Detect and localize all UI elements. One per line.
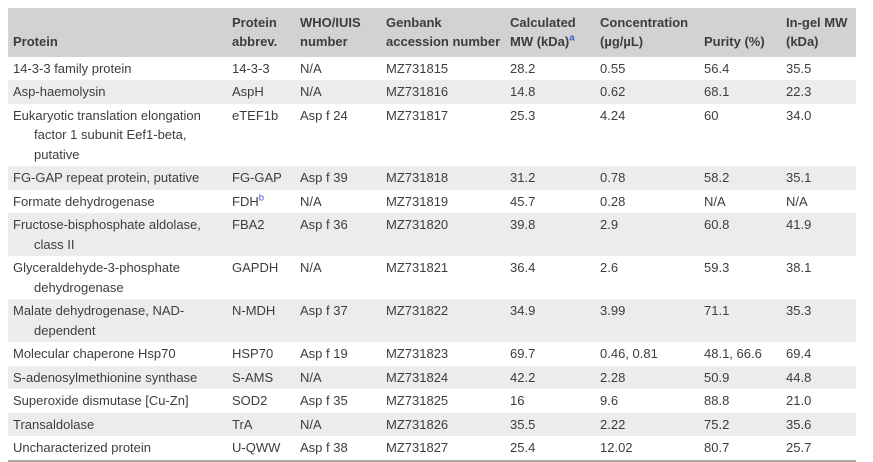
protein-abbrev: FG-GAP bbox=[232, 170, 282, 186]
cell-protein bbox=[8, 80, 232, 104]
cell-genbank bbox=[386, 413, 510, 437]
purity-value: 56.4 bbox=[704, 60, 730, 76]
calculated-mw: 35.5 bbox=[510, 416, 536, 432]
protein-abbrev: GAPDH bbox=[232, 260, 279, 276]
col-header-abbrev bbox=[232, 8, 300, 57]
cell-genbank bbox=[386, 104, 510, 167]
cell-purity bbox=[704, 57, 786, 81]
table-row bbox=[8, 389, 856, 413]
cell-concentration bbox=[600, 366, 704, 390]
protein-characterization-table bbox=[8, 8, 856, 462]
protein-name: Superoxide dismutase [Cu-Zn] bbox=[13, 393, 189, 409]
cell-who-iuis bbox=[300, 389, 386, 413]
table-row bbox=[8, 213, 856, 256]
cell-abbrev bbox=[232, 366, 300, 390]
cell-protein bbox=[8, 366, 232, 390]
col-header-label: Calculated MW (kDa) bbox=[510, 15, 576, 49]
cell-genbank bbox=[386, 436, 510, 461]
cell-calc-mw bbox=[510, 190, 600, 214]
cell-purity bbox=[704, 299, 786, 342]
cell-genbank bbox=[386, 342, 510, 366]
cell-genbank bbox=[386, 389, 510, 413]
protein-name: Molecular chaperone Hsp70 bbox=[13, 346, 176, 362]
cell-genbank bbox=[386, 166, 510, 190]
cell-ingel-mw bbox=[786, 166, 856, 190]
ingel-mw: 21.0 bbox=[786, 393, 812, 409]
who-iuis-number: N/A bbox=[300, 416, 322, 432]
cell-protein bbox=[8, 256, 232, 299]
col-header-label: In-gel MW (kDa) bbox=[786, 15, 848, 49]
cell-who-iuis bbox=[300, 166, 386, 190]
cell-ingel-mw bbox=[786, 436, 856, 461]
cell-purity bbox=[704, 80, 786, 104]
protein-abbrev: FDH bbox=[232, 193, 259, 209]
cell-concentration bbox=[600, 57, 704, 81]
genbank-accession: MZ731816 bbox=[386, 84, 449, 100]
protein-name: 14-3-3 family protein bbox=[13, 60, 132, 76]
table-row bbox=[8, 80, 856, 104]
ingel-mw: N/A bbox=[786, 193, 808, 209]
purity-value: N/A bbox=[704, 193, 726, 209]
cell-ingel-mw bbox=[786, 366, 856, 390]
cell-concentration bbox=[600, 80, 704, 104]
ingel-mw: 22.3 bbox=[786, 84, 812, 100]
cell-concentration bbox=[600, 213, 704, 256]
who-iuis-number: Asp f 36 bbox=[300, 217, 348, 233]
ingel-mw: 35.5 bbox=[786, 60, 812, 76]
purity-value: 50.9 bbox=[704, 369, 730, 385]
concentration-value: 0.78 bbox=[600, 170, 626, 186]
concentration-value: 2.6 bbox=[600, 260, 619, 276]
cell-abbrev bbox=[232, 104, 300, 167]
cell-calc-mw bbox=[510, 413, 600, 437]
calculated-mw: 45.7 bbox=[510, 193, 536, 209]
genbank-accession: MZ731818 bbox=[386, 170, 449, 186]
genbank-accession: MZ731823 bbox=[386, 346, 449, 362]
protein-name: Asp-haemolysin bbox=[13, 84, 106, 100]
cell-abbrev bbox=[232, 166, 300, 190]
concentration-value: 2.22 bbox=[600, 416, 626, 432]
calculated-mw: 14.8 bbox=[510, 84, 536, 100]
protein-abbrev: FBA2 bbox=[232, 217, 265, 233]
purity-value: 60.8 bbox=[704, 217, 730, 233]
calculated-mw: 25.4 bbox=[510, 440, 536, 456]
concentration-value: 2.9 bbox=[600, 217, 619, 233]
cell-concentration bbox=[600, 166, 704, 190]
cell-ingel-mw bbox=[786, 190, 856, 214]
purity-value: 88.8 bbox=[704, 393, 730, 409]
table-row bbox=[8, 104, 856, 167]
genbank-accession: MZ731825 bbox=[386, 393, 449, 409]
table-row bbox=[8, 299, 856, 342]
who-iuis-number: Asp f 38 bbox=[300, 440, 348, 456]
protein-abbrev: AspH bbox=[232, 84, 264, 100]
cell-abbrev bbox=[232, 299, 300, 342]
col-header-label: Genbank accession number bbox=[386, 15, 501, 49]
cell-purity bbox=[704, 104, 786, 167]
purity-value: 68.1 bbox=[704, 84, 730, 100]
col-header-purity bbox=[704, 8, 786, 57]
abbrev-superscript: b bbox=[258, 192, 265, 204]
purity-value: 60 bbox=[704, 107, 719, 123]
cell-ingel-mw bbox=[786, 342, 856, 366]
cell-who-iuis bbox=[300, 213, 386, 256]
protein-abbrev: eTEF1b bbox=[232, 107, 279, 123]
purity-value: 75.2 bbox=[704, 416, 730, 432]
cell-concentration bbox=[600, 299, 704, 342]
cell-ingel-mw bbox=[786, 389, 856, 413]
cell-protein bbox=[8, 436, 232, 461]
ingel-mw: 69.4 bbox=[786, 346, 812, 362]
col-header-calc-mw bbox=[510, 8, 600, 57]
cell-protein bbox=[8, 413, 232, 437]
cell-protein bbox=[8, 342, 232, 366]
col-header-protein bbox=[8, 8, 232, 57]
calculated-mw: 31.2 bbox=[510, 170, 536, 186]
cell-abbrev bbox=[232, 256, 300, 299]
table-row bbox=[8, 57, 856, 81]
cell-ingel-mw bbox=[786, 299, 856, 342]
genbank-accession: MZ731817 bbox=[386, 107, 449, 123]
concentration-value: 12.02 bbox=[600, 440, 633, 456]
cell-who-iuis bbox=[300, 366, 386, 390]
cell-abbrev bbox=[232, 80, 300, 104]
cell-concentration bbox=[600, 104, 704, 167]
calculated-mw: 69.7 bbox=[510, 346, 536, 362]
protein-name: Uncharacterized protein bbox=[13, 440, 152, 456]
cell-purity bbox=[704, 342, 786, 366]
protein-name: Glyceraldehyde-3-phosphate dehydrogenase bbox=[13, 260, 180, 295]
calculated-mw: 36.4 bbox=[510, 260, 536, 276]
cell-protein bbox=[8, 57, 232, 81]
genbank-accession: MZ731824 bbox=[386, 369, 449, 385]
genbank-accession: MZ731826 bbox=[386, 416, 449, 432]
table-row bbox=[8, 366, 856, 390]
who-iuis-number: N/A bbox=[300, 60, 322, 76]
col-header-ingel-mw bbox=[786, 8, 856, 57]
cell-who-iuis bbox=[300, 57, 386, 81]
cell-concentration bbox=[600, 190, 704, 214]
ingel-mw: 38.1 bbox=[786, 260, 812, 276]
cell-abbrev bbox=[232, 413, 300, 437]
cell-calc-mw bbox=[510, 366, 600, 390]
cell-purity bbox=[704, 413, 786, 437]
table-row bbox=[8, 256, 856, 299]
cell-genbank bbox=[386, 190, 510, 214]
col-header-label: WHO/IUIS number bbox=[300, 15, 361, 49]
cell-calc-mw bbox=[510, 389, 600, 413]
genbank-accession: MZ731819 bbox=[386, 193, 449, 209]
genbank-accession: MZ731822 bbox=[386, 303, 449, 319]
cell-calc-mw bbox=[510, 213, 600, 256]
cell-who-iuis bbox=[300, 104, 386, 167]
cell-calc-mw bbox=[510, 256, 600, 299]
who-iuis-number: Asp f 35 bbox=[300, 393, 348, 409]
purity-value: 48.1, 66.6 bbox=[704, 346, 762, 362]
cell-calc-mw bbox=[510, 166, 600, 190]
col-header-label: Purity (%) bbox=[704, 33, 765, 49]
protein-abbrev: TrA bbox=[232, 416, 253, 432]
calculated-mw: 25.3 bbox=[510, 107, 536, 123]
protein-abbrev: SOD2 bbox=[232, 393, 268, 409]
cell-abbrev bbox=[232, 190, 300, 214]
cell-abbrev bbox=[232, 342, 300, 366]
protein-name: S-adenosylmethionine synthase bbox=[13, 369, 198, 385]
cell-genbank bbox=[386, 213, 510, 256]
cell-protein bbox=[8, 389, 232, 413]
who-iuis-number: N/A bbox=[300, 260, 322, 276]
genbank-accession: MZ731815 bbox=[386, 60, 449, 76]
ingel-mw: 25.7 bbox=[786, 440, 812, 456]
calculated-mw: 16 bbox=[510, 393, 525, 409]
cell-purity bbox=[704, 436, 786, 461]
table-header bbox=[8, 8, 856, 57]
cell-abbrev bbox=[232, 389, 300, 413]
ingel-mw: 35.6 bbox=[786, 416, 812, 432]
cell-ingel-mw bbox=[786, 413, 856, 437]
who-iuis-number: N/A bbox=[300, 193, 322, 209]
genbank-accession: MZ731827 bbox=[386, 440, 449, 456]
cell-who-iuis bbox=[300, 299, 386, 342]
purity-value: 80.7 bbox=[704, 440, 730, 456]
calculated-mw: 42.2 bbox=[510, 369, 536, 385]
calculated-mw: 28.2 bbox=[510, 60, 536, 76]
cell-ingel-mw bbox=[786, 57, 856, 81]
cell-protein bbox=[8, 213, 232, 256]
cell-genbank bbox=[386, 366, 510, 390]
concentration-value: 4.24 bbox=[600, 107, 626, 123]
cell-concentration bbox=[600, 413, 704, 437]
table-row bbox=[8, 436, 856, 461]
cell-concentration bbox=[600, 436, 704, 461]
protein-abbrev: N-MDH bbox=[232, 303, 276, 319]
protein-abbrev: 14-3-3 bbox=[232, 60, 270, 76]
cell-genbank bbox=[386, 57, 510, 81]
who-iuis-number: Asp f 39 bbox=[300, 170, 348, 186]
cell-who-iuis bbox=[300, 342, 386, 366]
col-header-label: Concentration (µg/µL) bbox=[600, 15, 689, 49]
who-iuis-number: N/A bbox=[300, 369, 322, 385]
genbank-accession: MZ731821 bbox=[386, 260, 449, 276]
cell-abbrev bbox=[232, 213, 300, 256]
ingel-mw: 34.0 bbox=[786, 107, 812, 123]
protein-name: Fructose-bisphosphate aldolase, class II bbox=[13, 217, 201, 252]
concentration-value: 0.46, 0.81 bbox=[600, 346, 658, 362]
protein-abbrev: S-AMS bbox=[232, 369, 274, 385]
cell-purity bbox=[704, 366, 786, 390]
table-row bbox=[8, 166, 856, 190]
col-header-label: Protein bbox=[13, 33, 58, 49]
cell-protein bbox=[8, 166, 232, 190]
who-iuis-number: N/A bbox=[300, 84, 322, 100]
cell-concentration bbox=[600, 342, 704, 366]
cell-concentration bbox=[600, 256, 704, 299]
cell-who-iuis bbox=[300, 413, 386, 437]
ingel-mw: 35.3 bbox=[786, 303, 812, 319]
concentration-value: 9.6 bbox=[600, 393, 619, 409]
genbank-accession: MZ731820 bbox=[386, 217, 449, 233]
cell-abbrev bbox=[232, 57, 300, 81]
ingel-mw: 35.1 bbox=[786, 170, 812, 186]
ingel-mw: 44.8 bbox=[786, 369, 812, 385]
cell-who-iuis bbox=[300, 190, 386, 214]
who-iuis-number: Asp f 24 bbox=[300, 107, 348, 123]
cell-ingel-mw bbox=[786, 213, 856, 256]
cell-purity bbox=[704, 256, 786, 299]
protein-name: Malate dehydrogenase, NAD-dependent bbox=[13, 303, 185, 338]
cell-purity bbox=[704, 389, 786, 413]
cell-protein bbox=[8, 104, 232, 167]
protein-abbrev: U-QWW bbox=[232, 440, 281, 456]
ingel-mw: 41.9 bbox=[786, 217, 812, 233]
concentration-value: 0.62 bbox=[600, 84, 626, 100]
cell-calc-mw bbox=[510, 299, 600, 342]
concentration-value: 0.55 bbox=[600, 60, 626, 76]
protein-name: Transaldolase bbox=[13, 416, 95, 432]
cell-who-iuis bbox=[300, 80, 386, 104]
cell-protein bbox=[8, 190, 232, 214]
calculated-mw: 34.9 bbox=[510, 303, 536, 319]
purity-value: 59.3 bbox=[704, 260, 730, 276]
col-header-who-iuis bbox=[300, 8, 386, 57]
table-row bbox=[8, 413, 856, 437]
purity-value: 71.1 bbox=[704, 303, 730, 319]
concentration-value: 2.28 bbox=[600, 369, 626, 385]
cell-ingel-mw bbox=[786, 256, 856, 299]
col-header-superscript-a: a bbox=[569, 32, 575, 44]
col-header-label: Protein abbrev. bbox=[232, 15, 278, 49]
calculated-mw: 39.8 bbox=[510, 217, 536, 233]
purity-value: 58.2 bbox=[704, 170, 730, 186]
who-iuis-number: Asp f 37 bbox=[300, 303, 348, 319]
cell-genbank bbox=[386, 80, 510, 104]
cell-calc-mw bbox=[510, 342, 600, 366]
cell-purity bbox=[704, 213, 786, 256]
col-header-concentration bbox=[600, 8, 704, 57]
cell-calc-mw bbox=[510, 104, 600, 167]
cell-calc-mw bbox=[510, 436, 600, 461]
cell-protein bbox=[8, 299, 232, 342]
table-row bbox=[8, 190, 856, 214]
cell-concentration bbox=[600, 389, 704, 413]
cell-purity bbox=[704, 166, 786, 190]
header-row bbox=[8, 8, 856, 57]
cell-ingel-mw bbox=[786, 104, 856, 167]
table-row bbox=[8, 342, 856, 366]
cell-who-iuis bbox=[300, 256, 386, 299]
cell-ingel-mw bbox=[786, 80, 856, 104]
cell-genbank bbox=[386, 299, 510, 342]
cell-calc-mw bbox=[510, 80, 600, 104]
concentration-value: 0.28 bbox=[600, 193, 626, 209]
cell-purity bbox=[704, 190, 786, 214]
cell-calc-mw bbox=[510, 57, 600, 81]
col-header-genbank bbox=[386, 8, 510, 57]
protein-name: Eukaryotic translation elongation factor 1 subunit Eef1-beta, putative bbox=[13, 107, 201, 162]
concentration-value: 3.99 bbox=[600, 303, 626, 319]
cell-genbank bbox=[386, 256, 510, 299]
protein-name: FG-GAP repeat protein, putative bbox=[13, 170, 200, 186]
cell-abbrev bbox=[232, 436, 300, 461]
protein-name: Formate dehydrogenase bbox=[13, 193, 155, 209]
who-iuis-number: Asp f 19 bbox=[300, 346, 348, 362]
protein-abbrev: HSP70 bbox=[232, 346, 274, 362]
table-body bbox=[8, 57, 856, 461]
cell-who-iuis bbox=[300, 436, 386, 461]
